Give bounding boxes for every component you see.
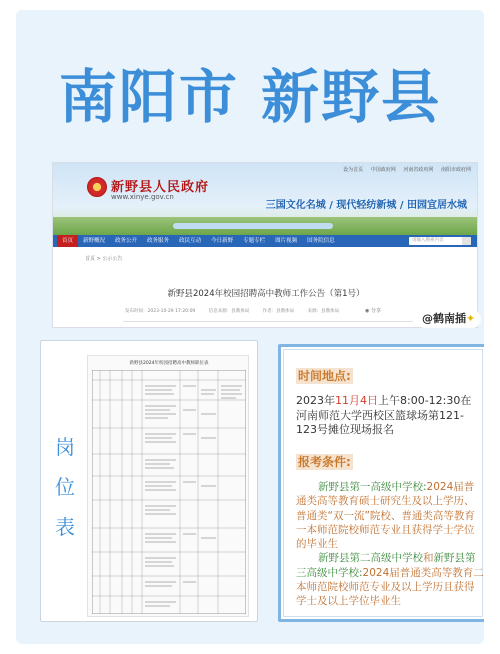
poster (16, 10, 484, 644)
river-decoration (173, 223, 333, 229)
time-location-text (296, 394, 482, 438)
time-text-part: 上午8:00-12:30在河南师范大学西校区篮球场第121-123号摊位现场报名 (296, 394, 472, 436)
site-search-input[interactable]: 请输入搜索内容 (409, 237, 471, 245)
requirements-label: 报考条件: (298, 455, 351, 469)
meta-item: 作者：县教体局 (262, 309, 295, 314)
position-table-document (87, 355, 249, 617)
time-location-label: 时间地点: (298, 369, 351, 383)
requirements-text (296, 480, 484, 609)
site-name: 新野县人民政府 (111, 180, 210, 195)
site-top-links (337, 166, 471, 173)
site-url: www.xinye.gov.cn (111, 193, 174, 201)
meta-item: 信息来源：县教体局 (208, 309, 250, 314)
website-screenshot (52, 162, 478, 328)
requirement-detail: 2024届普通类高等教育硕士研究生及以上学历、普通类“双一流”院校、普通类高等教育一本师范院校师范专业且获得学士学位的毕业生 (296, 481, 475, 551)
requirement-paragraph (296, 480, 484, 551)
search-icon[interactable] (462, 237, 471, 245)
nav-item[interactable]: 国务院信息 (307, 238, 335, 244)
share-label: 分享 (370, 308, 381, 314)
breadcrumb[interactable]: 首页 > 公示公告 (85, 256, 123, 262)
doc-title: 新野县2024年校园招聘高中教师职位表 (129, 361, 209, 366)
article-title: 新野县2024年校园招聘高中教师工作公告（第1号） (167, 289, 365, 299)
watermark-text: @鹤南插 (422, 312, 466, 325)
share-button[interactable]: ◉ 分享 (365, 308, 381, 314)
page-title: 南阳市 新野县 (58, 63, 442, 131)
article-meta (125, 308, 351, 314)
position-table-card (40, 340, 258, 622)
nav-item-home[interactable]: 首页 (57, 235, 78, 247)
school-name: 新野县第三高级中学校: (296, 552, 476, 579)
site-slogan: 三国文化名城 / 现代轻纺新城 / 田园宜居水城 (265, 200, 467, 211)
nav-item[interactable]: 专题专栏 (243, 238, 266, 244)
vertical-char: 位 (55, 475, 75, 499)
divider (123, 321, 413, 322)
vertical-char: 表 (55, 515, 75, 539)
toplink[interactable]: 设为首页 (343, 167, 364, 173)
conjunction: 和 (423, 552, 434, 565)
site-banner (53, 163, 478, 235)
national-emblem-icon (87, 177, 107, 197)
nav-item[interactable]: 图片视频 (275, 238, 298, 244)
meta-item: 发布时间：2023-10-29 17:20:09 (125, 309, 196, 314)
toplink[interactable]: 南阳市政府网 (440, 167, 471, 173)
author-watermark (416, 310, 481, 328)
school-name: 新野县第二高级中学校 (318, 552, 423, 565)
nav-item[interactable]: 政务服务 (147, 238, 170, 244)
sparkle-icon: ✦ (466, 312, 476, 325)
vertical-label (51, 427, 79, 547)
nav-item[interactable]: 今日新野 (211, 238, 234, 244)
time-text-part: 2023年 (296, 394, 335, 407)
nav-item[interactable]: 政民互动 (179, 238, 202, 244)
nav-item[interactable]: 政务公开 (115, 238, 138, 244)
meta-item: 来源：县教体局 (307, 309, 340, 314)
nav-item[interactable]: 新野概况 (83, 238, 106, 244)
time-date-highlight: 11月4日 (335, 394, 378, 407)
vertical-char: 岗 (55, 435, 75, 459)
info-card-inner (283, 349, 483, 617)
requirement-paragraph (296, 551, 484, 608)
toplink[interactable]: 河南省政府网 (403, 167, 434, 173)
toplink[interactable]: 中国政府网 (370, 167, 396, 173)
position-table-grid (92, 370, 246, 614)
school-name: 新野县第一高级中学校: (318, 481, 427, 493)
info-card (278, 344, 484, 622)
requirement-detail: 2024届普通类高等教育二本师范院校师范专业及以上学历且获得学士及以上学位毕业生 (296, 566, 484, 608)
